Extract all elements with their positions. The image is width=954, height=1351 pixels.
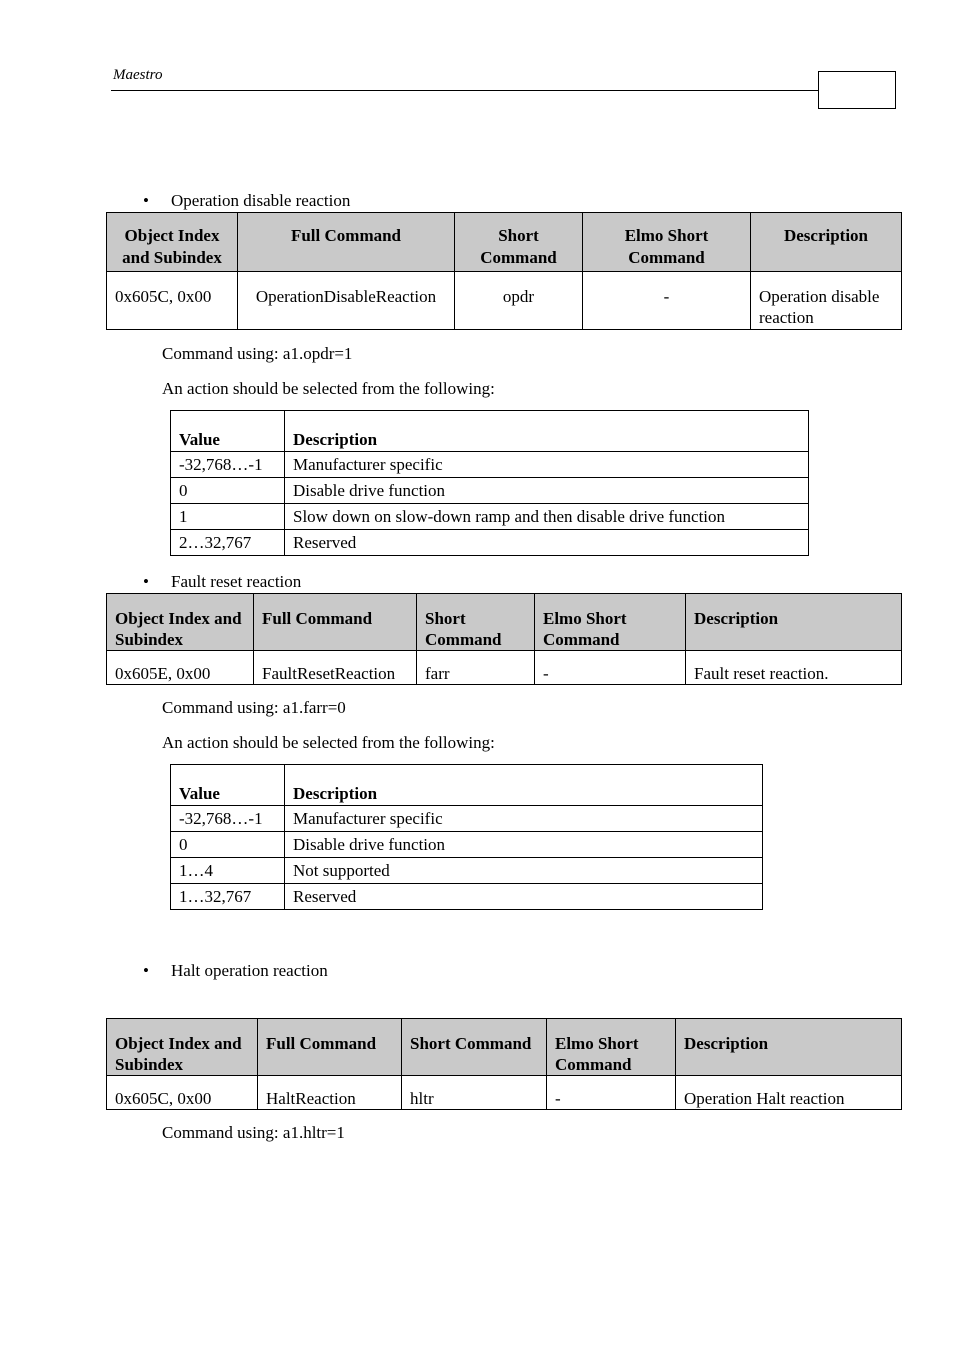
cell-short-command: opdr: [455, 272, 583, 330]
cell-value: 1…32,767: [171, 884, 285, 910]
col-header-value: Value: [171, 411, 285, 452]
col-header-elmo-short-command: Elmo Short Command: [583, 213, 751, 272]
table-row: [107, 651, 902, 685]
cell-value-description: Reserved: [285, 884, 763, 910]
table-row: [171, 504, 809, 530]
cell-elmo-short-command: -: [547, 1076, 676, 1110]
cell-value: -32,768…-1: [171, 806, 285, 832]
cell-object-index: 0x605E, 0x00: [107, 651, 254, 685]
cell-full-command: HaltReaction: [258, 1076, 402, 1110]
section-heading-halt-operation: [143, 961, 328, 981]
table-row: [171, 884, 763, 910]
cell-value-description: Manufacturer specific: [285, 452, 809, 478]
cell-value: 1: [171, 504, 285, 530]
cell-full-command: OperationDisableReaction: [238, 272, 455, 330]
cell-description: Fault reset reaction.: [686, 651, 902, 685]
cell-value: 0: [171, 478, 285, 504]
cell-value: 0: [171, 832, 285, 858]
cell-value-description: Manufacturer specific: [285, 806, 763, 832]
action-intro: An action should be selected from the following:: [162, 733, 495, 752]
table-row: [171, 452, 809, 478]
cell-value-description: Disable drive function: [285, 832, 763, 858]
section-heading-operation-disable: [143, 191, 351, 211]
cell-value: 2…32,767: [171, 530, 285, 556]
cell-value: 1…4: [171, 858, 285, 884]
section-heading-text: Operation disable reaction: [171, 191, 351, 210]
cell-short-command: farr: [417, 651, 535, 685]
command-table-farr: [106, 593, 902, 685]
col-header-value: Value: [171, 765, 285, 806]
table-row: [171, 806, 763, 832]
col-header-description: Description: [676, 1019, 902, 1076]
col-header-description: Description: [686, 594, 902, 651]
running-header-title: Maestro: [113, 67, 163, 83]
command-usage: Command using: a1.hltr=1: [162, 1123, 345, 1142]
command-usage: Command using: a1.farr=0: [162, 698, 346, 717]
col-header-short-command: Short Command: [417, 594, 535, 651]
cell-elmo-short-command: -: [583, 272, 751, 330]
cell-value-description: Reserved: [285, 530, 809, 556]
table-row: [171, 478, 809, 504]
table-row: [171, 832, 763, 858]
page-number-box: [818, 71, 896, 109]
cell-value: -32,768…-1: [171, 452, 285, 478]
cell-description: Operation Halt reaction: [676, 1076, 902, 1110]
table-row: [107, 1076, 902, 1110]
section-heading-text: Halt operation reaction: [171, 961, 328, 980]
col-header-short-command: Short Command: [455, 213, 583, 272]
col-header-full-command: Full Command: [238, 213, 455, 272]
col-header-description: Description: [751, 213, 902, 272]
col-header-short-command: Short Command: [402, 1019, 547, 1076]
col-header-elmo-short-command: Elmo Short Command: [547, 1019, 676, 1076]
col-header-full-command: Full Command: [254, 594, 417, 651]
table-row: [171, 530, 809, 556]
section-heading-fault-reset: [143, 572, 302, 592]
section-heading-text: Fault reset reaction: [171, 572, 302, 591]
value-table-farr: [170, 764, 763, 910]
bullet-icon: •: [143, 961, 149, 980]
bullet-icon: •: [143, 191, 149, 210]
bullet-icon: •: [143, 572, 149, 591]
cell-value-description: Not supported: [285, 858, 763, 884]
header-rule: [111, 90, 818, 91]
value-table-opdr: [170, 410, 809, 556]
command-table-opdr: [106, 212, 902, 330]
col-header-value-description: Description: [285, 411, 809, 452]
col-header-value-description: Description: [285, 765, 763, 806]
table-row: [107, 272, 902, 330]
cell-short-command: hltr: [402, 1076, 547, 1110]
col-header-elmo-short-command: Elmo Short Command: [535, 594, 686, 651]
command-table-hltr: [106, 1018, 902, 1110]
cell-object-index: 0x605C, 0x00: [107, 272, 238, 330]
cell-full-command: FaultResetReaction: [254, 651, 417, 685]
col-header-full-command: Full Command: [258, 1019, 402, 1076]
col-header-object-index: Object Index and Subindex: [107, 1019, 258, 1076]
action-intro: An action should be selected from the following:: [162, 379, 495, 398]
col-header-object-index: Object Index and Subindex: [107, 594, 254, 651]
command-usage: Command using: a1.opdr=1: [162, 344, 353, 363]
cell-value-description: Disable drive function: [285, 478, 809, 504]
cell-elmo-short-command: -: [535, 651, 686, 685]
cell-value-description: Slow down on slow-down ramp and then disable drive function: [285, 504, 809, 530]
cell-object-index: 0x605C, 0x00: [107, 1076, 258, 1110]
cell-description: Operation disable reaction: [751, 272, 902, 330]
table-row: [171, 858, 763, 884]
col-header-object-index: Object Index and Subindex: [107, 213, 238, 272]
